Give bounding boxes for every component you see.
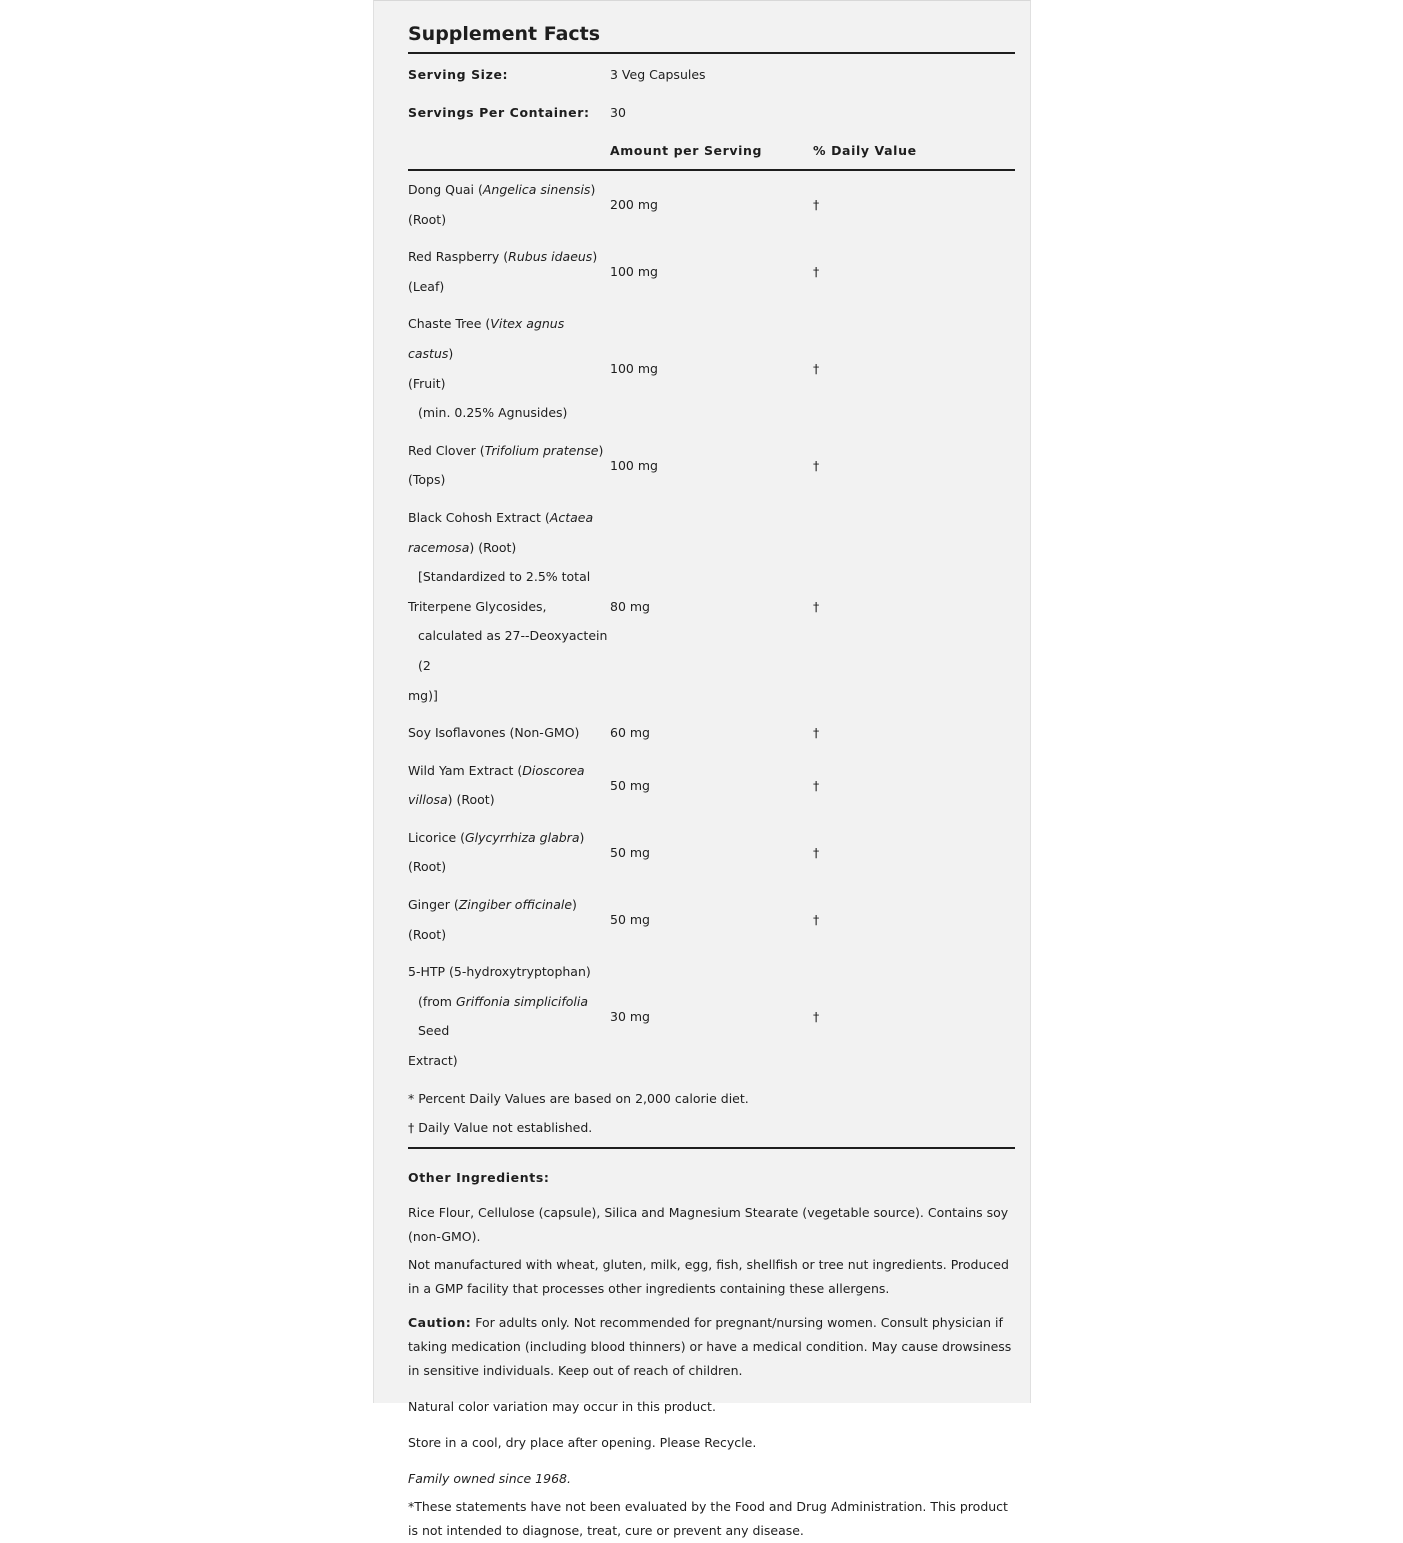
serving-size-row bbox=[408, 55, 1015, 93]
supplement-facts-content bbox=[408, 19, 1015, 1543]
servings-per-container-row bbox=[408, 93, 1015, 131]
ingredient-name bbox=[408, 436, 610, 495]
column-header-row bbox=[408, 131, 1015, 169]
ingredient-name-line bbox=[408, 242, 610, 272]
ingredient-latin-name: Glycyrrhiza glabra bbox=[464, 829, 580, 845]
ingredient-name bbox=[408, 756, 610, 815]
ingredient-daily-value: † bbox=[813, 725, 820, 741]
ingredient-name-text: ) bbox=[592, 249, 598, 265]
title-divider bbox=[408, 52, 1015, 54]
ingredient-daily-value: † bbox=[813, 264, 820, 280]
caution-label: Caution: bbox=[408, 1314, 472, 1330]
ingredient-amount: 50 mg bbox=[610, 912, 650, 928]
ingredient-name-line bbox=[408, 465, 610, 495]
ingredient-name bbox=[408, 718, 610, 748]
ingredient-name-line bbox=[408, 621, 610, 680]
ingredient-name-line bbox=[408, 503, 610, 533]
ingredient-row bbox=[408, 823, 1015, 882]
ingredient-name-line bbox=[408, 987, 610, 1046]
ingredient-row bbox=[408, 309, 1015, 427]
footnote-dagger: † Daily Value not established. bbox=[408, 1120, 593, 1136]
ingredient-name-text: Soy Isoflavones (Non-GMO) bbox=[408, 725, 580, 741]
ingredient-name-text: Dong Quai ( bbox=[408, 182, 483, 197]
ingredient-amount: 50 mg bbox=[610, 777, 650, 793]
ingredient-amount: 200 mg bbox=[610, 197, 658, 213]
ingredient-row bbox=[408, 503, 1015, 710]
footnote-percent: * Percent Daily Values are based on 2,000 calorie diet. bbox=[408, 1090, 749, 1106]
ingredient-daily-value: † bbox=[813, 457, 820, 473]
supplement-facts-panel bbox=[373, 0, 1031, 1538]
servings-per-container-value: 30 bbox=[610, 104, 626, 120]
ingredient-latin-name: Dioscorea bbox=[522, 762, 585, 778]
ingredient-name-text: (from bbox=[418, 993, 456, 1009]
servings-per-container-label: Servings Per Container: bbox=[408, 104, 590, 120]
ingredient-name-text: Red Clover ( bbox=[408, 442, 485, 458]
ingredient-row bbox=[408, 436, 1015, 495]
ingredient-latin-name: racemosa bbox=[408, 539, 470, 555]
ingredient-name-line bbox=[408, 756, 610, 786]
ingredient-amount: 100 mg bbox=[610, 264, 658, 280]
ingredient-name-text: calculated as 27--Deoxyactein (2 bbox=[418, 628, 608, 673]
other-ingredients-section bbox=[408, 1163, 1015, 1543]
other-ingredients-text: Rice Flour, Cellulose (capsule), Silica and Magnesium Stearate (vegetable source). Contains soy (non-GMO). bbox=[408, 1204, 1009, 1244]
ingredient-amount: 60 mg bbox=[610, 725, 650, 741]
ingredient-name-line bbox=[408, 205, 610, 235]
ingredient-name-text: [Standardized to 2.5% total bbox=[418, 569, 591, 585]
ingredient-row bbox=[408, 890, 1015, 949]
serving-size-value: 3 Veg Capsules bbox=[610, 66, 706, 82]
ingredient-amount: 100 mg bbox=[610, 361, 658, 377]
ingredient-latin-name: Actaea bbox=[549, 509, 594, 525]
ingredient-name-text: ) bbox=[448, 345, 454, 361]
ingredient-latin-name: Vitex agnus castus bbox=[408, 316, 565, 361]
ingredient-latin-name: villosa bbox=[408, 792, 448, 808]
ingredient-amount: 100 mg bbox=[610, 457, 658, 473]
ingredient-name bbox=[408, 957, 610, 1075]
ingredient-name bbox=[408, 823, 610, 882]
ingredient-name-line bbox=[408, 785, 610, 815]
storage-note: Store in a cool, dry place after opening. Please Recycle. bbox=[408, 1434, 757, 1450]
ingredient-amount: 30 mg bbox=[610, 1008, 650, 1024]
ingredient-latin-name: Griffonia simplicifolia bbox=[455, 993, 588, 1009]
ingredient-name-text: ) bbox=[590, 182, 596, 197]
ingredient-name-line bbox=[408, 957, 610, 987]
other-ingredients-heading: Other Ingredients: bbox=[408, 1169, 550, 1185]
ingredient-name-line bbox=[408, 436, 610, 466]
ingredient-daily-value: † bbox=[813, 777, 820, 793]
ingredient-name bbox=[408, 309, 610, 427]
ingredient-name-text: ) (Root) bbox=[408, 897, 577, 942]
ingredient-name-line bbox=[408, 175, 610, 205]
ingredient-row bbox=[408, 957, 1015, 1075]
amount-column-header: Amount per Serving bbox=[610, 142, 763, 158]
ingredient-name-line bbox=[408, 369, 610, 399]
ingredient-daily-value: † bbox=[813, 1008, 820, 1024]
ingredient-name-line bbox=[408, 562, 610, 592]
ingredient-row bbox=[408, 756, 1015, 815]
panel-title: Supplement Facts bbox=[408, 23, 601, 45]
ingredient-name-text: Red Raspberry ( bbox=[408, 249, 509, 265]
ingredient-name bbox=[408, 503, 610, 710]
ingredient-name-line bbox=[408, 309, 610, 368]
daily-value-column-header: % Daily Value bbox=[813, 142, 917, 158]
ingredient-rows bbox=[408, 171, 1015, 1076]
allergen-statement: Not manufactured with wheat, gluten, milk, egg, fish, shellfish or tree nut ingredients. Produced in a GMP facility that processes other ingredients containing these allergens. bbox=[408, 1256, 1009, 1296]
ingredient-latin-name: Zingiber officinale bbox=[458, 897, 573, 913]
ingredient-name-line bbox=[408, 272, 610, 302]
ingredient-name-text: Triterpene Glycosides, bbox=[408, 598, 547, 614]
ingredient-name-text: ) (Root) bbox=[447, 792, 495, 808]
ingredient-name-text: Wild Yam Extract ( bbox=[408, 762, 523, 778]
ingredient-row bbox=[408, 175, 1015, 234]
ingredient-name-text: (Fruit) bbox=[408, 375, 446, 391]
ingredient-name-line bbox=[408, 890, 610, 949]
ingredient-daily-value: † bbox=[813, 599, 820, 615]
ingredient-daily-value: † bbox=[813, 361, 820, 377]
ingredient-name-line bbox=[408, 592, 610, 622]
family-owned-note: Family owned since 1968. bbox=[408, 1470, 571, 1486]
ingredient-name-text: (Tops) bbox=[408, 472, 446, 488]
ingredient-name-line bbox=[408, 533, 610, 563]
ingredient-name bbox=[408, 242, 610, 301]
ingredient-name-line bbox=[408, 1046, 610, 1076]
ingredient-name-text: Chaste Tree ( bbox=[408, 316, 491, 332]
ingredient-row bbox=[408, 242, 1015, 301]
ingredient-latin-name: Trifolium pratense bbox=[484, 442, 599, 458]
ingredient-name bbox=[408, 175, 610, 234]
ingredient-daily-value: † bbox=[813, 844, 820, 860]
ingredient-name bbox=[408, 890, 610, 949]
ingredient-name-text: Seed bbox=[418, 1023, 450, 1039]
ingredient-amount: 80 mg bbox=[610, 599, 650, 615]
footnote-divider bbox=[408, 1147, 1015, 1149]
ingredient-latin-name: Rubus idaeus bbox=[508, 249, 593, 265]
color-variation-note: Natural color variation may occur in this product. bbox=[408, 1398, 716, 1414]
caution-text: For adults only. Not recommended for pregnant/nursing women. Consult physician if taking medication (including blood thinners) or have a medical condition. May cause drowsiness in sensitive individuals. Keep out of reach of children. bbox=[408, 1314, 1012, 1378]
ingredient-name-text: Black Cohosh Extract ( bbox=[408, 509, 550, 525]
ingredient-name-line bbox=[408, 398, 610, 428]
ingredient-name-text: (Leaf) bbox=[408, 278, 445, 294]
ingredient-daily-value: † bbox=[813, 912, 820, 928]
caution-statement bbox=[408, 1311, 1015, 1383]
ingredient-name-text: ) (Root) bbox=[469, 539, 517, 555]
ingredient-latin-name: Angelica sinensis bbox=[482, 182, 591, 197]
ingredient-name-text: Extract) bbox=[408, 1053, 458, 1069]
ingredient-name-line bbox=[408, 718, 610, 748]
ingredient-row bbox=[408, 718, 1015, 748]
ingredient-name-text: (min. 0.25% Agnusides) bbox=[418, 405, 568, 421]
ingredient-name-line bbox=[408, 681, 610, 711]
ingredient-name-text: ) bbox=[598, 442, 604, 458]
ingredient-name-text: 5-HTP (5-hydroxytryptophan) bbox=[408, 964, 591, 980]
ingredient-amount: 50 mg bbox=[610, 844, 650, 860]
ingredient-name-text: mg)] bbox=[408, 687, 438, 703]
ingredient-daily-value: † bbox=[813, 197, 820, 213]
fda-disclaimer: *These statements have not been evaluated by the Food and Drug Administration. This product is not intended to diagnose, treat, cure or prevent any disease. bbox=[408, 1498, 1008, 1538]
ingredient-name-text: ) (Root) bbox=[408, 829, 585, 875]
ingredient-name-text: (Root) bbox=[408, 211, 447, 227]
ingredient-name-text: Ginger ( bbox=[408, 897, 459, 913]
ingredient-name-text: Licorice ( bbox=[408, 829, 465, 845]
serving-size-label: Serving Size: bbox=[408, 66, 509, 82]
ingredient-name-line bbox=[408, 823, 610, 882]
